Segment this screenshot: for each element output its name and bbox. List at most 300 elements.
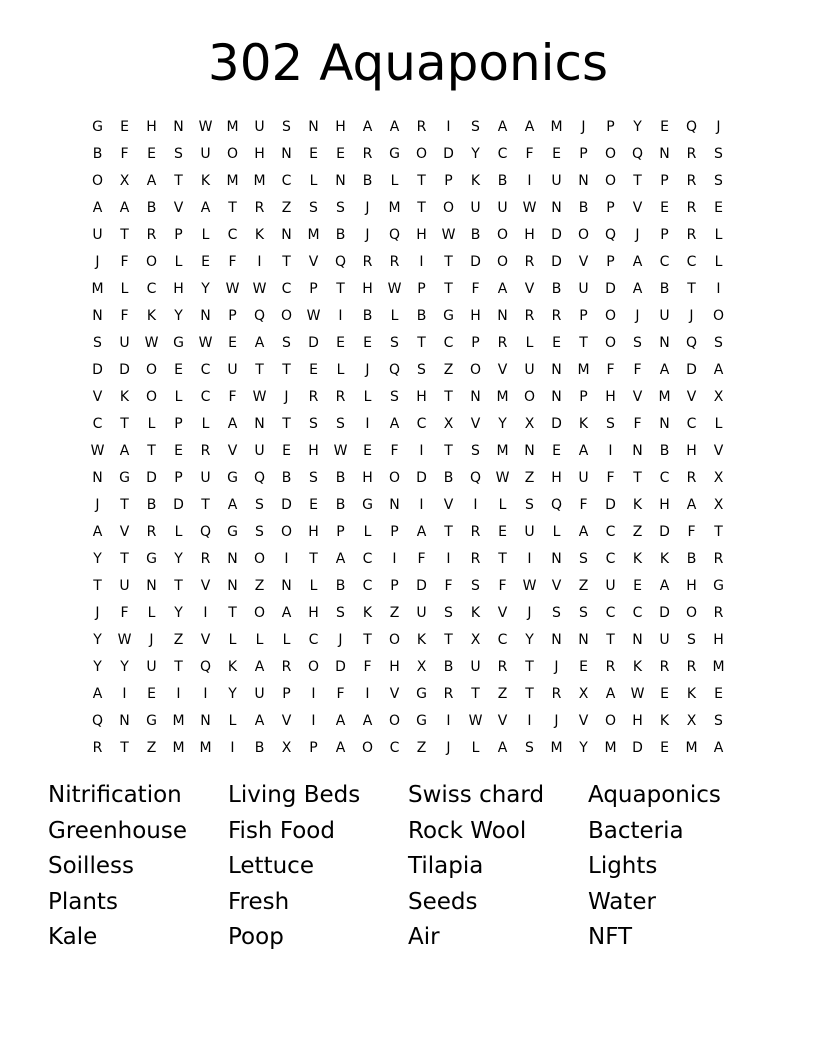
grid-letter: D	[308, 334, 319, 351]
word-list-item: Bacteria	[588, 817, 684, 844]
grid-letter: Z	[389, 604, 400, 621]
grid-letter: K	[659, 712, 670, 729]
grid-letter: N	[308, 118, 319, 135]
grid-letter: F	[444, 577, 453, 594]
grid-letter: B	[659, 280, 670, 297]
grid-letter: T	[174, 577, 183, 594]
grid-letter: R	[362, 253, 373, 270]
grid-letter: J	[689, 307, 694, 324]
grid-letter: F	[633, 361, 642, 378]
grid-letter: E	[228, 334, 237, 351]
grid-letter: V	[200, 631, 211, 648]
grid-letter: D	[659, 604, 670, 621]
grid-letter: Y	[579, 739, 588, 756]
grid-letter: M	[172, 739, 185, 756]
word-list	[48, 778, 768, 956]
grid-letter: L	[255, 631, 264, 648]
grid-letter: C	[605, 604, 616, 621]
grid-letter: W	[198, 334, 213, 351]
word-list-item: Fish Food	[228, 817, 335, 844]
grid-letter: W	[468, 712, 483, 729]
grid-letter: Q	[253, 469, 266, 486]
grid-letter: R	[362, 145, 373, 162]
grid-row	[84, 572, 732, 599]
word-list-item: Swiss chard	[408, 782, 545, 808]
grid-letter: G	[416, 685, 427, 702]
grid-letter: D	[551, 226, 562, 243]
grid-letter: N	[659, 334, 670, 351]
grid-letter: B	[659, 442, 670, 459]
letter-grid	[84, 113, 732, 761]
grid-letter: A	[659, 577, 670, 594]
grid-letter: H	[524, 226, 535, 243]
word-list-item: Living Beds	[228, 782, 361, 808]
grid-letter: I	[338, 307, 343, 324]
grid-letter: R	[551, 685, 562, 702]
grid-letter: S	[444, 604, 453, 621]
grid-letter: W	[333, 442, 348, 459]
grid-letter: P	[309, 280, 318, 297]
grid-letter: I	[527, 172, 532, 189]
grid-letter: U	[470, 658, 481, 675]
grid-letter: L	[147, 604, 156, 621]
grid-letter: N	[281, 577, 292, 594]
grid-letter: F	[687, 523, 696, 540]
grid-letter: J	[365, 361, 370, 378]
grid-letter: C	[92, 415, 103, 432]
grid-letter: I	[176, 685, 181, 702]
grid-letter: R	[605, 658, 616, 675]
grid-letter: Z	[524, 469, 535, 486]
grid-letter: C	[605, 523, 616, 540]
grid-letter: M	[226, 118, 239, 135]
grid-letter: A	[254, 334, 265, 351]
grid-letter: B	[92, 145, 103, 162]
grid-letter: F	[120, 307, 129, 324]
grid-letter: O	[388, 631, 401, 648]
grid-letter: S	[471, 442, 480, 459]
grid-letter: Z	[632, 523, 643, 540]
grid-letter: R	[713, 604, 724, 621]
grid-row	[84, 437, 732, 464]
word-list-item: Nitrification	[48, 782, 182, 808]
grid-letter: Y	[120, 658, 129, 675]
grid-letter: A	[686, 496, 697, 513]
grid-letter: N	[200, 712, 211, 729]
grid-letter: T	[282, 253, 291, 270]
grid-letter: Q	[388, 361, 401, 378]
grid-letter: D	[605, 496, 616, 513]
grid-letter: Q	[199, 658, 212, 675]
grid-letter: O	[307, 658, 320, 675]
grid-letter: B	[146, 496, 157, 513]
grid-letter: T	[714, 523, 723, 540]
grid-letter: Z	[281, 199, 292, 216]
grid-letter: T	[120, 550, 129, 567]
grid-letter: R	[686, 172, 697, 189]
grid-letter: K	[254, 226, 265, 243]
grid-letter: C	[200, 388, 211, 405]
grid-letter: M	[388, 199, 401, 216]
grid-letter: E	[363, 442, 372, 459]
grid-letter: J	[338, 631, 343, 648]
grid-row	[84, 248, 732, 275]
grid-letter: T	[201, 496, 210, 513]
grid-letter: D	[173, 496, 184, 513]
grid-letter: N	[551, 550, 562, 567]
grid-letter: U	[605, 577, 616, 594]
grid-letter: E	[579, 658, 588, 675]
grid-letter: P	[660, 172, 669, 189]
grid-letter: F	[417, 550, 426, 567]
grid-letter: J	[554, 658, 559, 675]
grid-letter: D	[605, 280, 616, 297]
grid-letter: U	[227, 361, 238, 378]
grid-letter: A	[497, 118, 508, 135]
grid-letter: U	[497, 199, 508, 216]
grid-letter: B	[335, 577, 346, 594]
grid-letter: T	[444, 631, 453, 648]
grid-letter: P	[174, 415, 183, 432]
grid-letter: K	[659, 550, 670, 567]
grid-letter: V	[713, 442, 724, 459]
grid-letter: T	[417, 172, 426, 189]
grid-letter: S	[336, 415, 345, 432]
grid-row	[84, 599, 732, 626]
grid-letter: K	[146, 307, 157, 324]
grid-letter: X	[281, 739, 292, 756]
grid-letter: Y	[525, 631, 534, 648]
grid-letter: J	[716, 118, 721, 135]
grid-letter: T	[444, 442, 453, 459]
grid-letter: Y	[93, 550, 102, 567]
grid-letter: H	[308, 442, 319, 459]
grid-letter: S	[309, 199, 318, 216]
grid-letter: B	[416, 307, 427, 324]
grid-letter: N	[470, 388, 481, 405]
grid-letter: T	[336, 280, 345, 297]
word-list-item: NFT	[588, 924, 633, 950]
grid-letter: E	[552, 334, 561, 351]
grid-letter: G	[713, 577, 724, 594]
grid-letter: O	[91, 172, 104, 189]
grid-letter: W	[441, 226, 456, 243]
grid-letter: O	[604, 307, 617, 324]
word-list-item: Lights	[588, 853, 658, 879]
grid-letter: R	[686, 658, 697, 675]
grid-letter: G	[119, 469, 130, 486]
grid-letter: G	[92, 118, 103, 135]
grid-letter: J	[95, 496, 100, 513]
grid-letter: M	[199, 739, 212, 756]
grid-letter: D	[92, 361, 103, 378]
grid-letter: N	[254, 415, 265, 432]
grid-letter: I	[446, 712, 451, 729]
grid-letter: R	[686, 469, 697, 486]
grid-letter: H	[551, 469, 562, 486]
grid-letter: A	[605, 685, 616, 702]
grid-letter: U	[578, 469, 589, 486]
grid-letter: E	[660, 739, 669, 756]
grid-letter: H	[362, 280, 373, 297]
word-list-item: Fresh	[228, 888, 290, 915]
grid-letter: S	[525, 739, 534, 756]
grid-letter: H	[686, 577, 697, 594]
grid-letter: L	[309, 172, 318, 189]
grid-letter: B	[578, 199, 589, 216]
grid-letter: K	[119, 388, 130, 405]
grid-letter: R	[470, 523, 481, 540]
grid-letter: A	[254, 712, 265, 729]
grid-letter: H	[389, 658, 400, 675]
grid-letter: W	[117, 631, 132, 648]
grid-letter: R	[497, 334, 508, 351]
grid-row	[84, 356, 732, 383]
grid-letter: H	[362, 469, 373, 486]
grid-letter: I	[230, 739, 235, 756]
grid-letter: R	[659, 658, 670, 675]
grid-letter: V	[497, 604, 508, 621]
grid-letter: E	[660, 118, 669, 135]
grid-letter: I	[527, 550, 532, 567]
grid-letter: E	[552, 145, 561, 162]
grid-letter: T	[93, 577, 102, 594]
grid-letter: A	[335, 712, 346, 729]
word-list-item: Tilapia	[408, 853, 484, 879]
grid-letter: H	[254, 145, 265, 162]
grid-letter: D	[551, 415, 562, 432]
grid-letter: G	[227, 523, 238, 540]
grid-letter: A	[416, 523, 427, 540]
grid-letter: O	[604, 334, 617, 351]
grid-letter: S	[714, 172, 723, 189]
word-list-item: Water	[588, 888, 656, 915]
grid-letter: O	[145, 253, 158, 270]
grid-letter: Z	[497, 685, 508, 702]
grid-letter: M	[577, 361, 590, 378]
grid-letter: H	[605, 388, 616, 405]
grid-letter: F	[471, 280, 480, 297]
grid-letter: F	[120, 604, 129, 621]
grid-letter: J	[365, 199, 370, 216]
grid-letter: J	[527, 604, 532, 621]
grid-letter: F	[498, 577, 507, 594]
grid-letter: C	[497, 145, 508, 162]
grid-letter: S	[93, 334, 102, 351]
grid-letter: T	[471, 685, 480, 702]
grid-letter: O	[604, 712, 617, 729]
grid-letter: T	[228, 604, 237, 621]
word-list-item: Plants	[48, 888, 118, 915]
grid-letter: V	[92, 388, 103, 405]
grid-letter: M	[307, 226, 320, 243]
grid-letter: A	[713, 739, 724, 756]
grid-letter: N	[146, 577, 157, 594]
grid-letter: B	[497, 172, 508, 189]
grid-letter: F	[390, 442, 399, 459]
grid-letter: B	[335, 226, 346, 243]
grid-letter: U	[416, 604, 427, 621]
grid-letter: P	[579, 388, 588, 405]
grid-letter: T	[525, 685, 534, 702]
grid-letter: O	[361, 739, 374, 756]
grid-letter: T	[525, 658, 534, 675]
grid-letter: N	[659, 145, 670, 162]
word-list-item: Air	[408, 924, 440, 950]
grid-letter: J	[554, 712, 559, 729]
grid-letter: O	[496, 226, 509, 243]
grid-letter: V	[119, 523, 130, 540]
word-list-item: Rock Wool	[408, 817, 527, 844]
grid-letter: J	[581, 118, 586, 135]
grid-letter: L	[201, 226, 210, 243]
grid-letter: O	[145, 388, 158, 405]
grid-row	[84, 302, 732, 329]
grid-letter: S	[525, 496, 534, 513]
grid-letter: X	[713, 388, 724, 405]
grid-letter: A	[200, 199, 211, 216]
grid-letter: S	[579, 550, 588, 567]
grid-letter: H	[146, 118, 157, 135]
grid-letter: E	[714, 199, 723, 216]
grid-letter: V	[497, 712, 508, 729]
grid-letter: P	[309, 739, 318, 756]
grid-letter: I	[392, 550, 397, 567]
grid-letter: P	[174, 226, 183, 243]
grid-letter: C	[605, 550, 616, 567]
grid-letter: U	[200, 469, 211, 486]
grid-letter: I	[257, 253, 262, 270]
grid-letter: I	[419, 442, 424, 459]
grid-letter: D	[659, 523, 670, 540]
grid-letter: O	[280, 307, 293, 324]
grid-letter: P	[579, 307, 588, 324]
grid-letter: N	[551, 388, 562, 405]
grid-letter: B	[335, 496, 346, 513]
grid-letter: L	[498, 496, 507, 513]
grid-letter: V	[443, 496, 454, 513]
grid-letter: I	[473, 496, 478, 513]
grid-letter: O	[523, 388, 536, 405]
grid-letter: M	[226, 172, 239, 189]
grid-letter: P	[174, 469, 183, 486]
grid-letter: J	[446, 739, 451, 756]
grid-letter: L	[228, 712, 237, 729]
grid-letter: W	[225, 280, 240, 297]
grid-letter: M	[604, 739, 617, 756]
grid-letter: A	[497, 739, 508, 756]
grid-letter: R	[308, 388, 319, 405]
grid-letter: T	[417, 334, 426, 351]
grid-letter: B	[443, 658, 454, 675]
word-list-item: Aquaponics	[588, 782, 721, 808]
grid-letter: U	[254, 442, 265, 459]
grid-letter: E	[363, 334, 372, 351]
grid-letter: Q	[388, 226, 401, 243]
grid-letter: P	[579, 145, 588, 162]
grid-letter: E	[498, 523, 507, 540]
grid-letter: N	[173, 118, 184, 135]
grid-letter: K	[470, 172, 481, 189]
grid-row	[84, 491, 732, 518]
grid-letter: N	[227, 550, 238, 567]
word-column	[228, 778, 408, 956]
grid-letter: H	[416, 388, 427, 405]
grid-letter: T	[228, 199, 237, 216]
grid-letter: R	[470, 550, 481, 567]
grid-letter: Y	[174, 604, 183, 621]
grid-letter: S	[309, 469, 318, 486]
grid-letter: X	[578, 685, 589, 702]
grid-letter: S	[714, 334, 723, 351]
grid-letter: G	[146, 550, 157, 567]
grid-letter: Z	[578, 577, 589, 594]
grid-letter: R	[497, 658, 508, 675]
grid-letter: B	[443, 469, 454, 486]
grid-letter: V	[497, 361, 508, 378]
grid-letter: S	[255, 496, 264, 513]
grid-letter: E	[174, 442, 183, 459]
grid-letter: O	[388, 469, 401, 486]
grid-letter: C	[281, 280, 292, 297]
grid-letter: T	[579, 334, 588, 351]
grid-letter: R	[335, 388, 346, 405]
grid-letter: A	[281, 604, 292, 621]
grid-letter: B	[551, 280, 562, 297]
grid-letter: W	[306, 307, 321, 324]
grid-letter: I	[446, 550, 451, 567]
grid-letter: T	[174, 172, 183, 189]
grid-letter: S	[255, 523, 264, 540]
grid-letter: O	[577, 226, 590, 243]
grid-letter: S	[714, 712, 723, 729]
grid-letter: N	[632, 442, 643, 459]
grid-letter: P	[444, 172, 453, 189]
grid-letter: T	[606, 631, 615, 648]
grid-letter: S	[336, 604, 345, 621]
grid-letter: C	[146, 280, 157, 297]
grid-letter: N	[227, 577, 238, 594]
grid-row	[84, 734, 732, 761]
grid-letter: E	[714, 685, 723, 702]
grid-letter: M	[253, 172, 266, 189]
grid-letter: B	[362, 307, 373, 324]
grid-letter: Z	[146, 739, 157, 756]
grid-letter: O	[280, 523, 293, 540]
grid-letter: S	[606, 415, 615, 432]
grid-letter: T	[444, 253, 453, 270]
grid-letter: X	[713, 496, 724, 513]
grid-row	[84, 518, 732, 545]
grid-row	[84, 383, 732, 410]
grid-letter: T	[444, 388, 453, 405]
grid-letter: E	[309, 361, 318, 378]
grid-letter: I	[122, 685, 127, 702]
grid-letter: A	[254, 658, 265, 675]
grid-letter: Q	[469, 469, 482, 486]
grid-letter: Y	[174, 550, 183, 567]
grid-letter: H	[335, 118, 346, 135]
grid-letter: N	[578, 631, 589, 648]
grid-letter: C	[686, 415, 697, 432]
grid-row	[84, 464, 732, 491]
grid-letter: A	[632, 280, 643, 297]
grid-letter: A	[389, 415, 400, 432]
grid-letter: H	[470, 307, 481, 324]
grid-letter: N	[281, 145, 292, 162]
grid-letter: M	[685, 739, 698, 756]
grid-letter: F	[228, 253, 237, 270]
